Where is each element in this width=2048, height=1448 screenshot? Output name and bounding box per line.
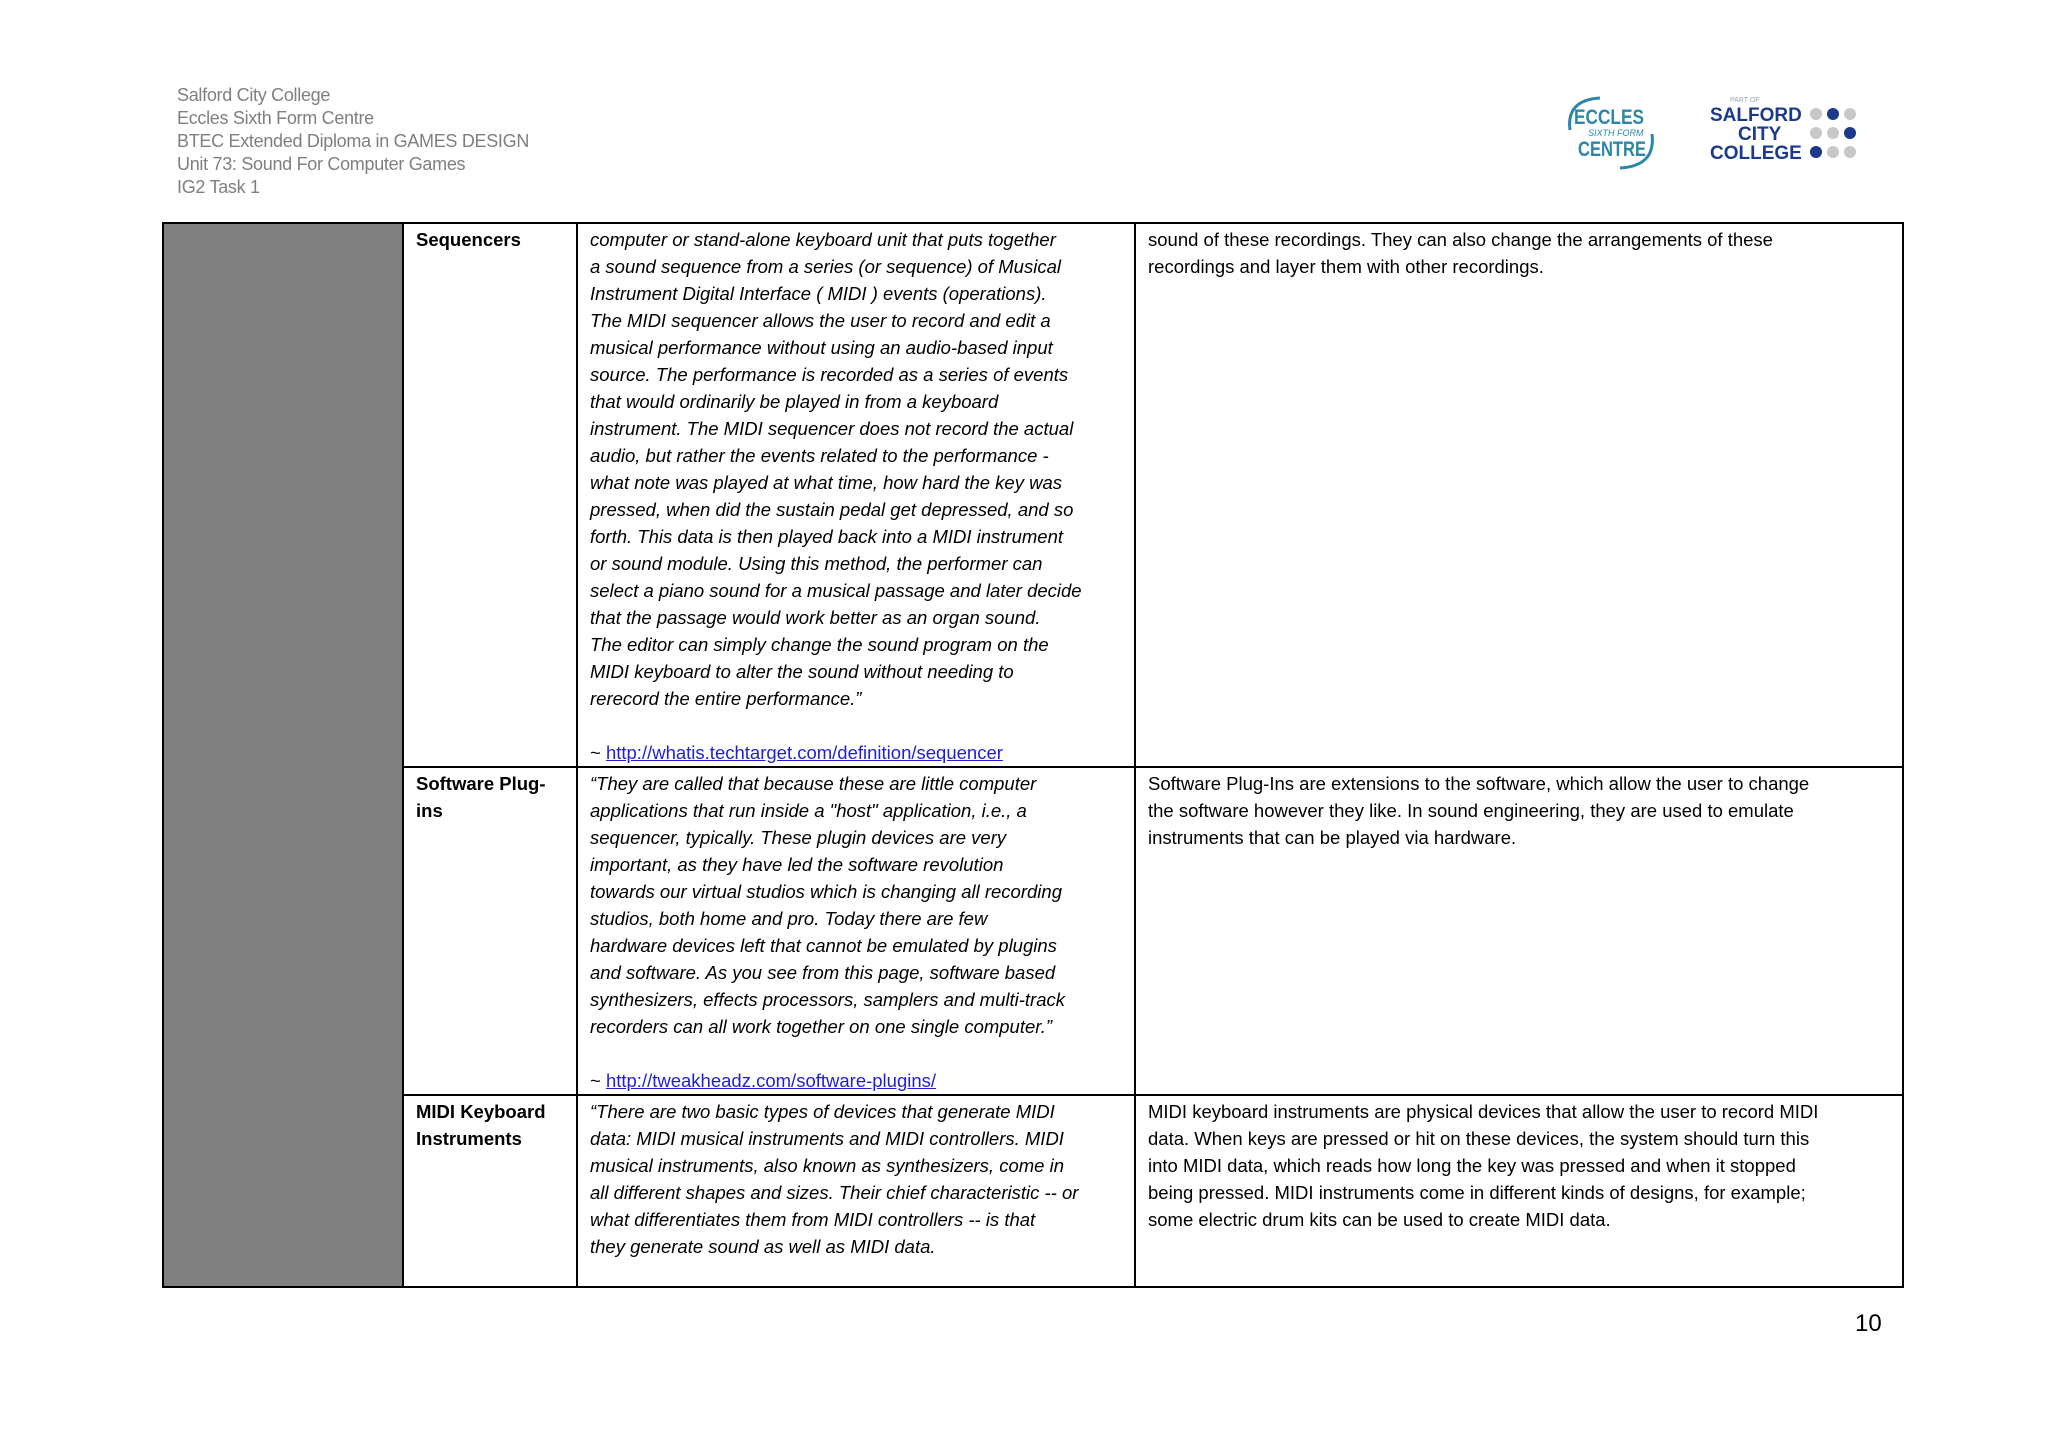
quote-line: synthesizers, effects processors, samplers and multi-track (590, 989, 1065, 1010)
quote-line: studios, both home and pro. Today there are few (590, 908, 988, 929)
quote-line: all different shapes and sizes. Their chief characteristic -- or (590, 1182, 1079, 1203)
salford-logo-line1: SALFORD (1710, 105, 1802, 126)
salford-logo-line3: COLLEGE (1710, 143, 1802, 164)
quote-line: that the passage would work better as an organ sound. (590, 607, 1041, 628)
quote-line: data: MIDI musical instruments and MIDI controllers. MIDI (590, 1128, 1064, 1149)
quote-line: musical instruments, also known as synthesizers, come in (590, 1155, 1064, 1176)
explanation-line: MIDI keyboard instruments are physical devices that allow the user to record MIDI (1148, 1101, 1819, 1122)
table-row-sequencers (163, 223, 1903, 767)
salford-logo-line2: CITY (1738, 124, 1782, 145)
explanation-line: recordings and layer them with other recordings. (1148, 256, 1544, 277)
quote-line: important, as they have led the software revolution (590, 854, 1004, 875)
quote-line: forth. This data is then played back into a MIDI instrument (590, 526, 1064, 547)
explanation-line: into MIDI data, which reads how long the key was pressed and when it stopped (1148, 1155, 1796, 1176)
explanation-line: sound of these recordings. They can also change the arrangements of these (1148, 229, 1773, 250)
term-cell (403, 1095, 577, 1287)
explanation-cell (1135, 767, 1903, 1095)
quote-line: hardware devices left that cannot be emulated by plugins (590, 935, 1057, 956)
quote-line: that would ordinarily be played in from a keyboard (590, 391, 999, 412)
quote-line: a sound sequence from a series (or sequence) of Musical (590, 256, 1061, 277)
salford-logo-tag: PART OF (1730, 97, 1760, 104)
quote-line: computer or stand-alone keyboard unit that puts together (590, 229, 1056, 250)
source-link[interactable]: http://whatis.techtarget.com/definition/sequencer (605, 742, 1003, 763)
quote-line: audio, but rather the events related to the performance - (590, 445, 1049, 466)
quote-line: rerecord the entire performance.” (590, 688, 862, 709)
quote-line: and software. As you see from this page, software based (590, 962, 1056, 983)
source-link[interactable]: http://tweakheadz.com/software-plugins/ (605, 1070, 937, 1091)
eccles-logo-line2: SIXTH FORM (1588, 128, 1644, 138)
quote-line: what differentiates them from MIDI controllers -- is that (590, 1209, 1036, 1230)
header-line-unit: Unit 73: Sound For Computer Games (177, 154, 466, 174)
header-line-task: IG2 Task 1 (177, 177, 260, 197)
terms-table (162, 222, 1904, 1288)
quote-line: select a piano sound for a musical passage and later decide (590, 580, 1082, 601)
quote-line: sequencer, typically. These plugin devices are very (590, 827, 1007, 848)
term-label: Sequencers (416, 229, 521, 250)
explanation-line: data. When keys are pressed or hit on these devices, the system should turn this (1148, 1128, 1810, 1149)
quote-cell (577, 767, 1135, 1095)
quote-line: instrument. The MIDI sequencer does not record the actual (590, 418, 1074, 439)
header-line-centre: Eccles Sixth Form Centre (177, 108, 374, 128)
quote-line: recorders can all work together on one single computer.” (590, 1016, 1053, 1037)
source-citation (590, 1067, 1124, 1094)
explanation-cell (1135, 1095, 1903, 1287)
salford-city-college-logo (1710, 97, 1856, 164)
eccles-centre-logo (1570, 98, 1653, 168)
explanation-line: being pressed. MIDI instruments come in different kinds of designs, for example; (1148, 1182, 1806, 1203)
quote-cell (577, 1095, 1135, 1287)
quote-line: applications that run inside a "host" application, i.e., a (590, 800, 1027, 821)
source-citation (590, 739, 1124, 766)
term-cell (403, 223, 577, 767)
source-prefix: ~ (590, 1070, 601, 1091)
quote-line: they generate sound as well as MIDI data. (590, 1236, 936, 1257)
quote-line: “There are two basic types of devices that generate MIDI (590, 1101, 1055, 1122)
document-header (177, 84, 529, 199)
quote-line: The editor can simply change the sound program on the (590, 634, 1049, 655)
grey-margin-column (163, 223, 403, 1287)
quote-line: pressed, when did the sustain pedal get depressed, and so (590, 499, 1074, 520)
quote-cell (577, 223, 1135, 767)
explanation-line: some electric drum kits can be used to create MIDI data. (1148, 1209, 1611, 1230)
quote-line: what note was played at what time, how hard the key was (590, 472, 1063, 493)
term-label: Software Plug-ins (416, 773, 546, 821)
explanation-line: Software Plug-Ins are extensions to the software, which allow the user to change (1148, 773, 1810, 794)
college-logos (1560, 90, 1890, 174)
quote-line: or sound module. Using this method, the performer can (590, 553, 1043, 574)
eccles-logo-line3: CENTRE (1578, 138, 1646, 161)
quote-line: Instrument Digital Interface ( MIDI ) events (operations). (590, 283, 1047, 304)
term-cell (403, 767, 577, 1095)
explanation-line: the software however they like. In sound engineering, they are used to emulate (1148, 800, 1794, 821)
table-row-midi-keyboard (163, 1095, 1903, 1287)
quote-line: source. The performance is recorded as a series of events (590, 364, 1069, 385)
source-prefix: ~ (590, 742, 601, 763)
table-row-software-plugins (163, 767, 1903, 1095)
page-number: 10 (1855, 1310, 1882, 1337)
explanation-line: instruments that can be played via hardware. (1148, 827, 1517, 848)
term-label: MIDI Keyboard Instruments (416, 1101, 546, 1149)
quote-line: MIDI keyboard to alter the sound without needing to (590, 661, 1014, 682)
quote-line: towards our virtual studios which is changing all recording (590, 881, 1062, 902)
eccles-logo-line1: ECCLES (1574, 106, 1644, 129)
explanation-cell (1135, 223, 1903, 767)
quote-line: “They are called that because these are little computer (590, 773, 1037, 794)
header-line-course: BTEC Extended Diploma in GAMES DESIGN (177, 131, 530, 151)
quote-line: musical performance without using an audio-based input (590, 337, 1053, 358)
header-line-college: Salford City College (177, 85, 331, 105)
quote-line: The MIDI sequencer allows the user to record and edit a (590, 310, 1051, 331)
